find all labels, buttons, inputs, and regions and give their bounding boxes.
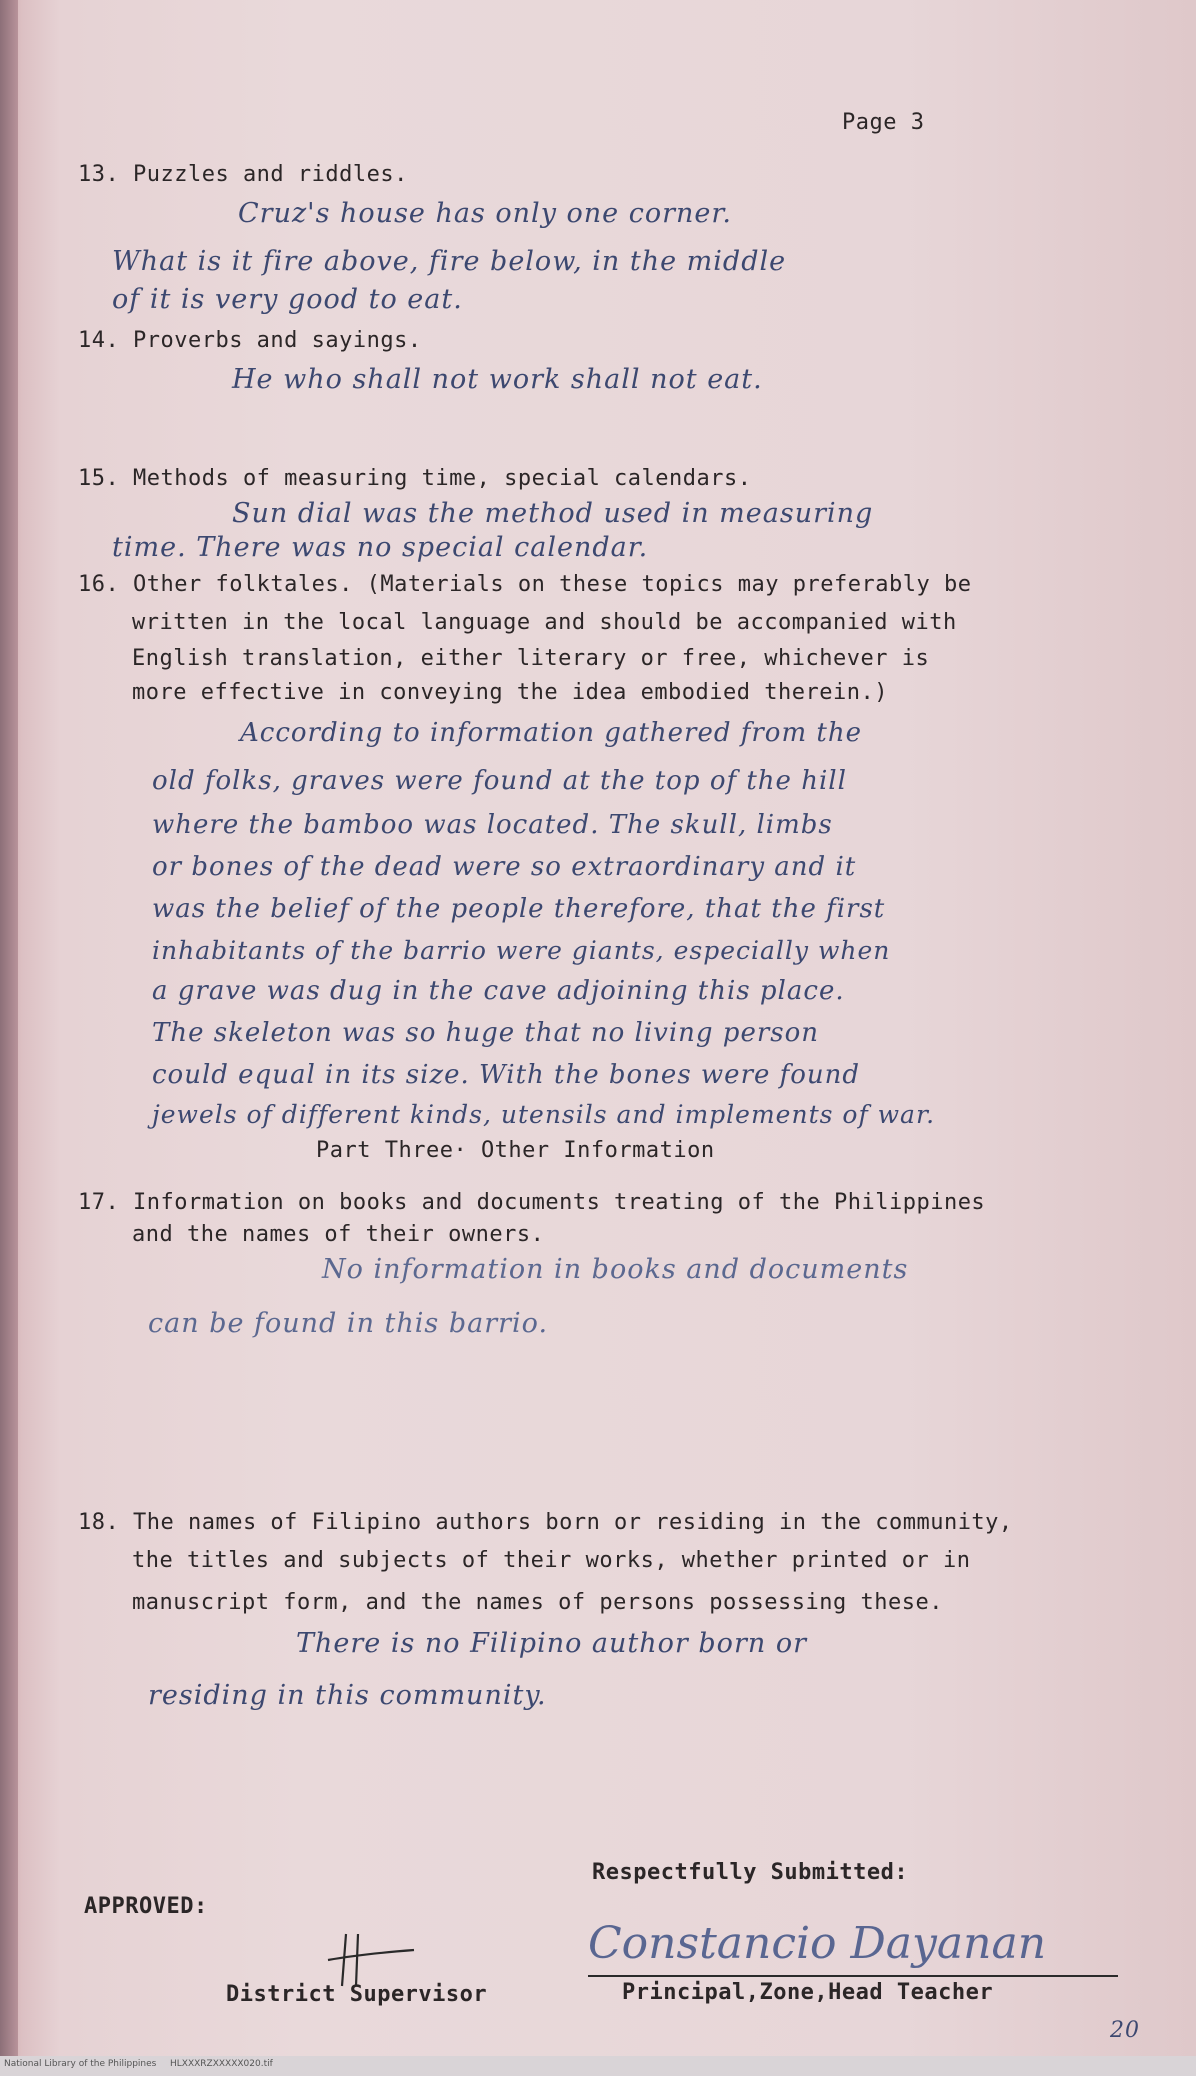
item-15-answer-line: time. There was no special calendar.: [112, 532, 649, 563]
item-17-answer-line: No information in books and documents: [322, 1254, 909, 1285]
scan-footer-source: National Library of the Philippines: [4, 2059, 157, 2069]
item-16-heading: English translation, either literary or free, whichever is: [132, 646, 930, 671]
page-label: Page 3: [842, 110, 925, 135]
item-15-answer-line: Sun dial was the method used in measuring: [232, 498, 874, 529]
signature-line: [588, 1975, 1118, 1977]
item-18-heading: 18. The names of Filipino authors born or residing in the community,: [78, 1510, 1013, 1535]
principal-signature: [580, 1906, 1120, 1976]
item-16-heading: 16. Other folktales. (Materials on these topics may preferably be: [78, 572, 972, 597]
item-16-answer-line: was the belief of the people therefore, that the first: [152, 894, 886, 924]
item-16-heading: written in the local language and should be accompanied with: [132, 610, 957, 635]
item-16-answer-line: where the bamboo was located. The skull, limbs: [152, 810, 833, 840]
item-16-answer-line: jewels of different kinds, utensils and implements of war.: [152, 1100, 936, 1129]
item-14-answer-line: He who shall not work shall not eat.: [232, 364, 763, 395]
item-16-answer-line: According to information gathered from the: [240, 718, 862, 748]
svg-text:Constancio Dayanan: Constancio Dayanan: [588, 1918, 1047, 1969]
item-16-answer-line: a grave was dug in the cave adjoining this place.: [152, 976, 845, 1006]
handwritten-page-number: 20: [1110, 2018, 1140, 2043]
item-14-heading: 14. Proverbs and sayings.: [78, 328, 422, 353]
item-18-heading: the titles and subjects of their works, whether printed or in: [132, 1548, 971, 1573]
item-17-answer-line: can be found in this barrio.: [148, 1308, 549, 1339]
respectfully-submitted-label: Respectfully Submitted:: [592, 1860, 909, 1885]
item-16-answer-line: or bones of the dead were so extraordinary and it: [152, 852, 857, 882]
item-13-heading: 13. Puzzles and riddles.: [78, 162, 408, 187]
item-16-answer-line: inhabitants of the barrio were giants, especially when: [152, 936, 891, 965]
item-18-heading: manuscript form, and the names of persons possessing these.: [132, 1590, 943, 1615]
scan-footer-filename: HLXXXRZXXXXX020.tif: [170, 2059, 273, 2069]
district-supervisor-label: District Supervisor: [226, 1982, 488, 2007]
item-18-answer-line: residing in this community.: [148, 1680, 547, 1711]
item-13-answer-line: What is it fire above, fire below, in the middle: [112, 246, 787, 277]
item-16-answer-line: could equal in its size. With the bones were found: [152, 1060, 861, 1090]
item-16-answer-line: old folks, graves were found at the top of the hill: [152, 766, 847, 796]
approved-label: APPROVED:: [84, 1894, 208, 1919]
item-17-heading: and the names of their owners.: [132, 1222, 545, 1247]
item-16-heading: more effective in conveying the idea embodied therein.): [132, 680, 888, 705]
item-16-answer-line: The skeleton was so huge that no living person: [152, 1018, 820, 1048]
book-binding-edge: [0, 0, 18, 2076]
item-13-answer-line: of it is very good to eat.: [112, 284, 463, 315]
principal-title-label: Principal,Zone,Head Teacher: [622, 1980, 994, 2005]
part-three-title: Part Three· Other Information: [316, 1138, 715, 1163]
scan-footer: [0, 2056, 1196, 2076]
item-17-heading: 17. Information on books and documents treating of the Philippines: [78, 1190, 986, 1215]
item-18-answer-line: There is no Filipino author born or: [296, 1628, 807, 1659]
item-13-answer-line: Cruz's house has only one corner.: [238, 198, 732, 229]
item-15-heading: 15. Methods of measuring time, special calendars.: [78, 466, 752, 491]
